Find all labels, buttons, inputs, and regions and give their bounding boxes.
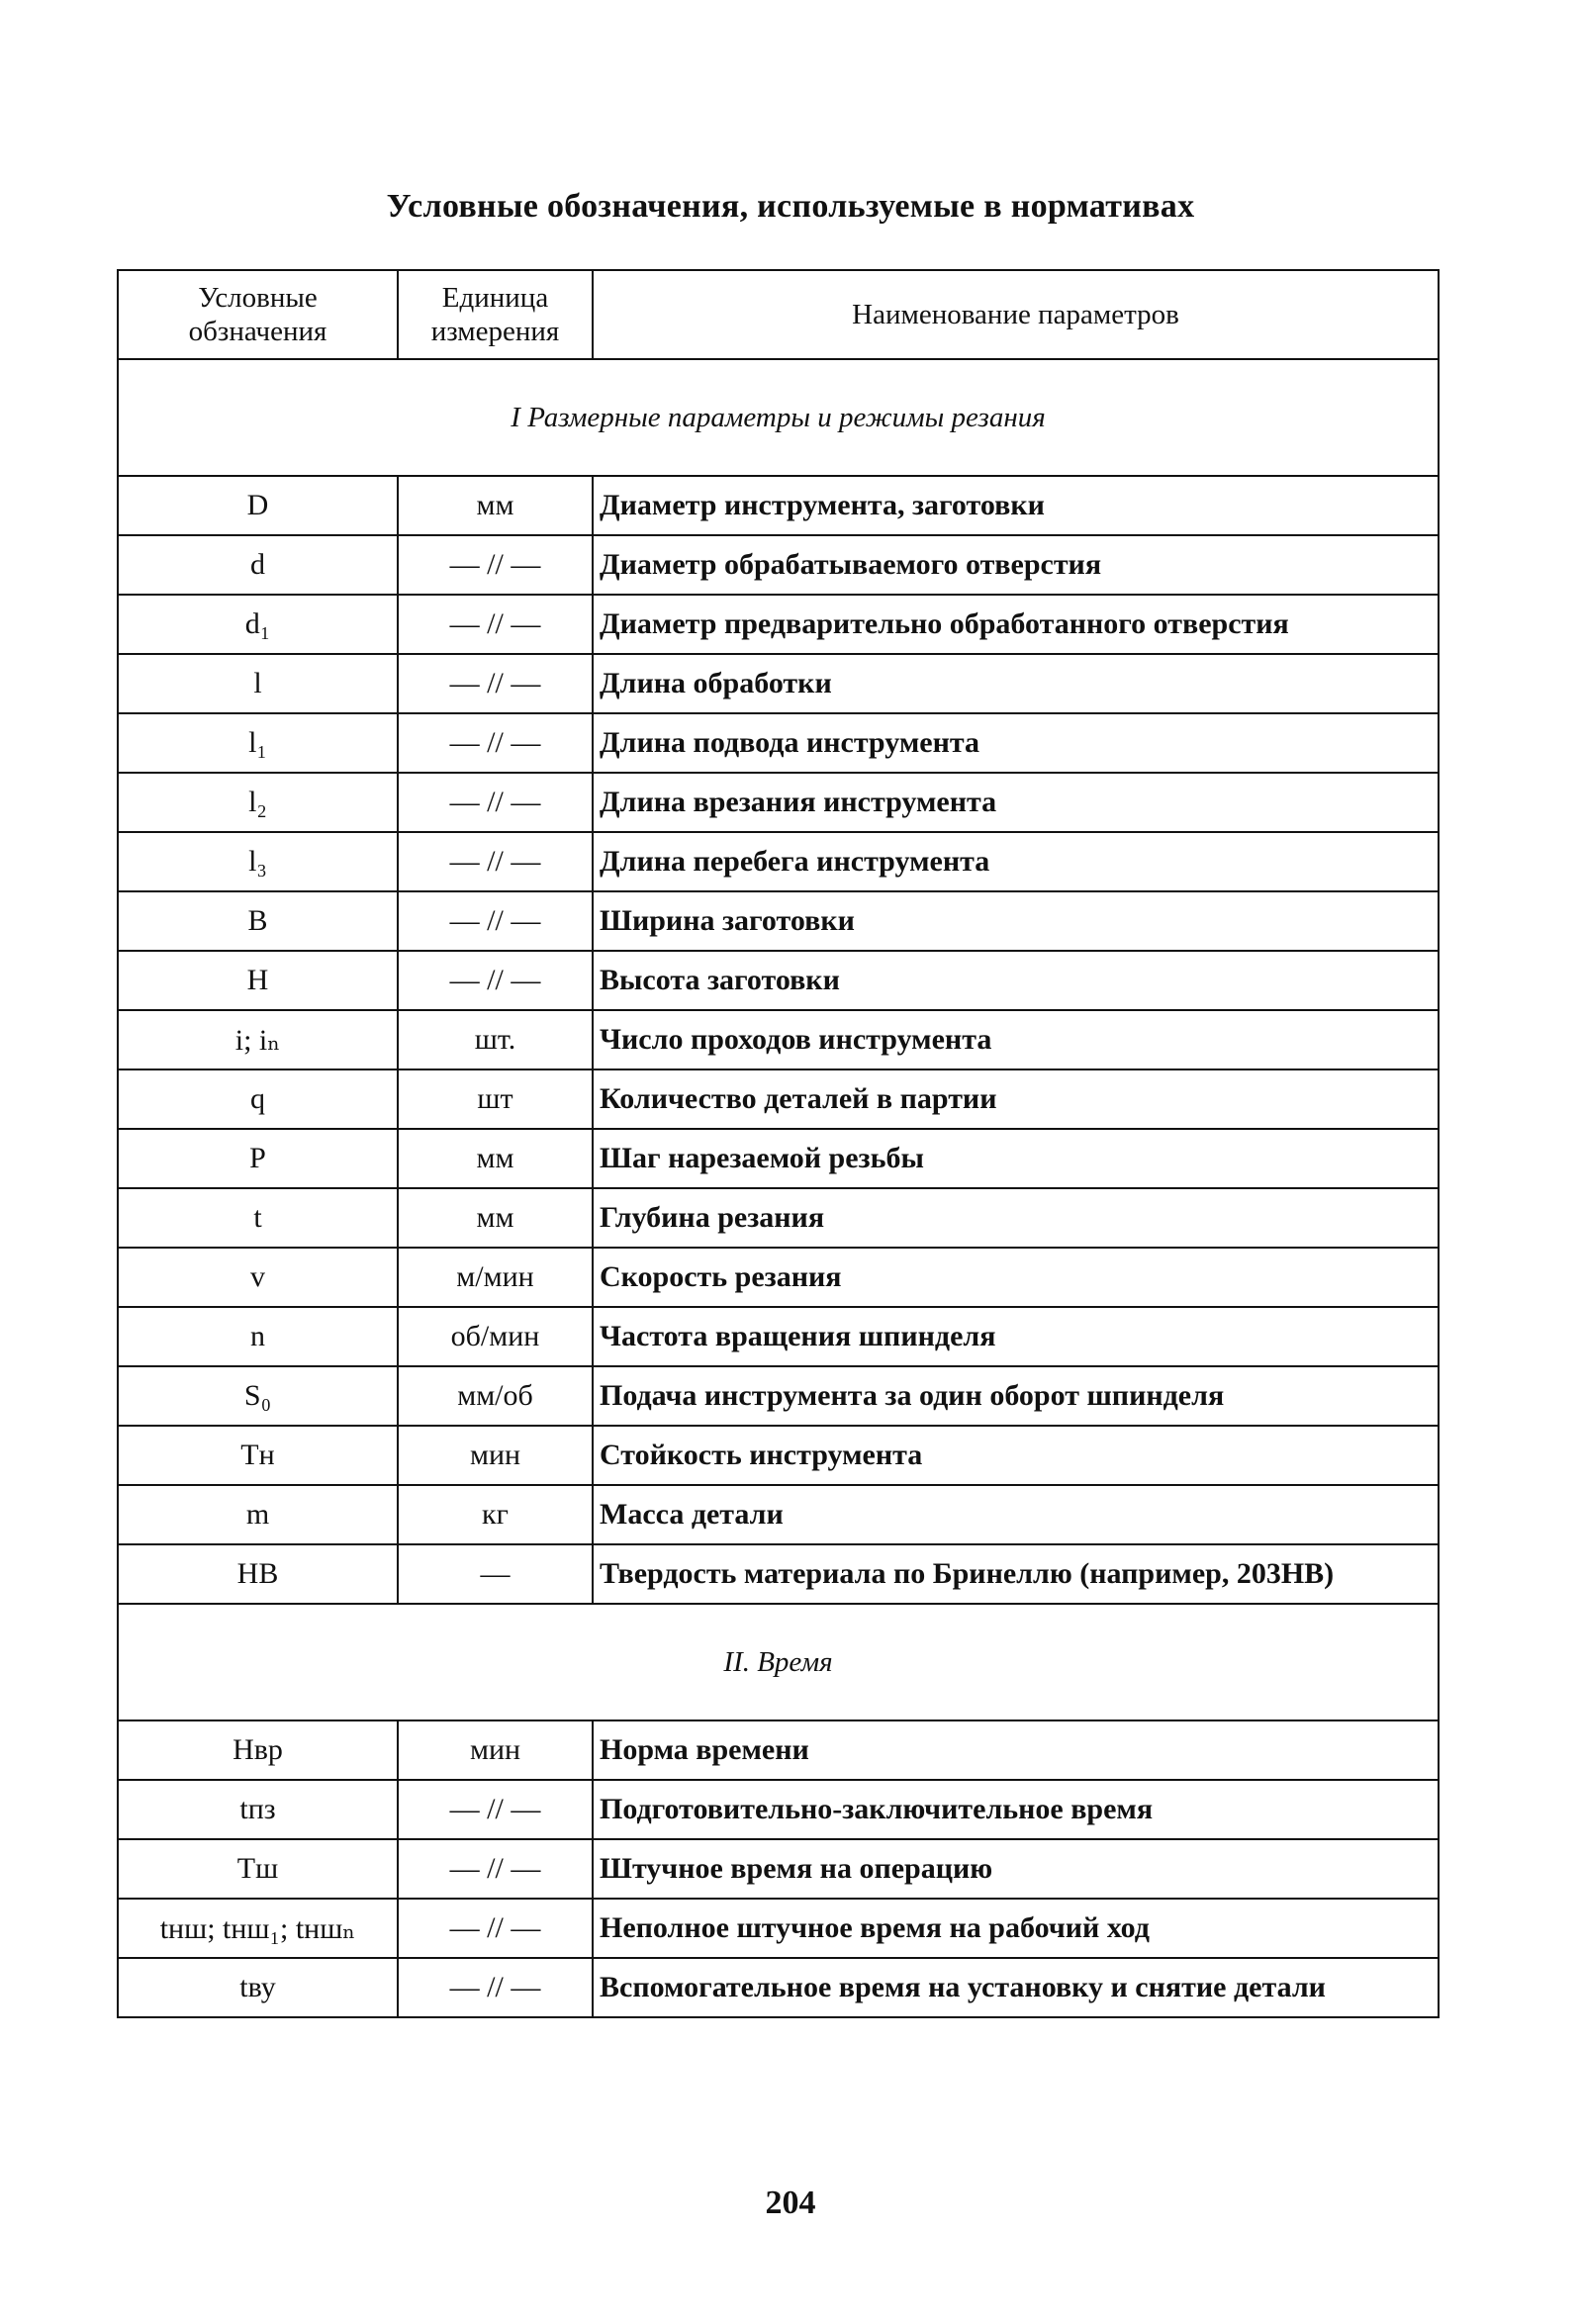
symbol-cell: v: [118, 1248, 398, 1307]
section-title: I Размерные параметры и режимы резания: [118, 359, 1439, 476]
symbol-cell: S₀: [118, 1366, 398, 1426]
name-cell: Стойкость инструмента: [593, 1426, 1439, 1485]
name-cell: Подготовительно-заключительное время: [593, 1780, 1439, 1839]
unit-cell: мм: [398, 476, 593, 535]
table-row: [118, 773, 1439, 832]
symbol-cell: tпз: [118, 1780, 398, 1839]
unit-cell: мм/об: [398, 1366, 593, 1426]
unit-cell: об/мин: [398, 1307, 593, 1366]
table-row: [118, 1426, 1439, 1485]
symbol-cell: l: [118, 654, 398, 713]
table-row: [118, 595, 1439, 654]
table-row: [118, 1720, 1439, 1780]
name-cell: Скорость резания: [593, 1248, 1439, 1307]
symbol-cell: m: [118, 1485, 398, 1544]
symbol-cell: l₃: [118, 832, 398, 891]
table-row: [118, 713, 1439, 773]
table-row: [118, 476, 1439, 535]
symbol-cell: n: [118, 1307, 398, 1366]
name-cell: Диаметр предварительно обработанного отверстия: [593, 595, 1439, 654]
name-cell: Шаг нарезаемой резьбы: [593, 1129, 1439, 1188]
symbol-cell: HB: [118, 1544, 398, 1604]
header-name: Наименование параметров: [593, 270, 1439, 359]
symbol-cell: Tн: [118, 1426, 398, 1485]
table-row: [118, 1366, 1439, 1426]
unit-cell: —: [398, 1544, 593, 1604]
unit-cell: — // —: [398, 713, 593, 773]
table-row: [118, 832, 1439, 891]
name-cell: Высота заготовки: [593, 951, 1439, 1010]
name-cell: Длина врезания инструмента: [593, 773, 1439, 832]
section-title: II. Время: [118, 1604, 1439, 1720]
unit-cell: — // —: [398, 535, 593, 595]
unit-cell: шт: [398, 1069, 593, 1129]
unit-cell: м/мин: [398, 1248, 593, 1307]
unit-cell: — // —: [398, 773, 593, 832]
page-number: 204: [765, 2185, 816, 2221]
name-cell: Неполное штучное время на рабочий ход: [593, 1899, 1439, 1958]
section-row: [118, 1604, 1439, 1720]
name-cell: Подача инструмента за один оборот шпинделя: [593, 1366, 1439, 1426]
name-cell: Длина подвода инструмента: [593, 713, 1439, 773]
symbol-cell: D: [118, 476, 398, 535]
table-row: [118, 1544, 1439, 1604]
symbol-cell: tву: [118, 1958, 398, 2017]
table-row: [118, 1129, 1439, 1188]
table-row: [118, 891, 1439, 951]
table-row: [118, 1899, 1439, 1958]
table-row: [118, 1839, 1439, 1899]
symbol-cell: tнш; tнш₁; tншₙ: [118, 1899, 398, 1958]
symbol-cell: q: [118, 1069, 398, 1129]
table-row: [118, 1958, 1439, 2017]
name-cell: Длина перебега инструмента: [593, 832, 1439, 891]
table-row: [118, 1069, 1439, 1129]
name-cell: Число проходов инструмента: [593, 1010, 1439, 1069]
symbol-cell: B: [118, 891, 398, 951]
table-row: [118, 1780, 1439, 1839]
symbol-cell: Тш: [118, 1839, 398, 1899]
legend-table: [117, 269, 1440, 2018]
symbol-cell: H: [118, 951, 398, 1010]
section-row: [118, 359, 1439, 476]
name-cell: Частота вращения шпинделя: [593, 1307, 1439, 1366]
symbol-cell: l₂: [118, 773, 398, 832]
table-row: [118, 535, 1439, 595]
unit-cell: шт.: [398, 1010, 593, 1069]
page-title: Условные обозначения, используемые в нормативах: [386, 188, 1195, 225]
symbol-cell: t: [118, 1188, 398, 1248]
unit-cell: мин: [398, 1720, 593, 1780]
name-cell: Норма времени: [593, 1720, 1439, 1780]
header-symbol: Условные обзначения: [118, 270, 398, 359]
header-unit: Единица измерения: [398, 270, 593, 359]
table-row: [118, 1248, 1439, 1307]
unit-cell: мм: [398, 1188, 593, 1248]
name-cell: Штучное время на операцию: [593, 1839, 1439, 1899]
name-cell: Масса детали: [593, 1485, 1439, 1544]
table-row: [118, 1010, 1439, 1069]
table-row: [118, 654, 1439, 713]
name-cell: Ширина заготовки: [593, 891, 1439, 951]
name-cell: Диаметр обрабатываемого отверстия: [593, 535, 1439, 595]
name-cell: Вспомогательное время на установку и снятие детали: [593, 1958, 1439, 2017]
name-cell: Количество деталей в партии: [593, 1069, 1439, 1129]
symbol-cell: Нвр: [118, 1720, 398, 1780]
unit-cell: — // —: [398, 891, 593, 951]
unit-cell: — // —: [398, 1780, 593, 1839]
unit-cell: — // —: [398, 1839, 593, 1899]
name-cell: Длина обработки: [593, 654, 1439, 713]
table-row: [118, 1485, 1439, 1544]
symbol-cell: l₁: [118, 713, 398, 773]
unit-cell: мм: [398, 1129, 593, 1188]
name-cell: Твердость материала по Бринеллю (например, 203HB): [593, 1544, 1439, 1604]
unit-cell: кг: [398, 1485, 593, 1544]
name-cell: Глубина резания: [593, 1188, 1439, 1248]
unit-cell: — // —: [398, 951, 593, 1010]
table-header-row: [118, 270, 1439, 359]
symbol-cell: i; iₙ: [118, 1010, 398, 1069]
symbol-cell: P: [118, 1129, 398, 1188]
unit-cell: — // —: [398, 832, 593, 891]
unit-cell: — // —: [398, 1899, 593, 1958]
unit-cell: — // —: [398, 1958, 593, 2017]
unit-cell: мин: [398, 1426, 593, 1485]
table-row: [118, 951, 1439, 1010]
table-row: [118, 1307, 1439, 1366]
name-cell: Диаметр инструмента, заготовки: [593, 476, 1439, 535]
unit-cell: — // —: [398, 654, 593, 713]
table-body: [118, 359, 1439, 2017]
symbol-cell: d₁: [118, 595, 398, 654]
table-row: [118, 1188, 1439, 1248]
symbol-cell: d: [118, 535, 398, 595]
unit-cell: — // —: [398, 595, 593, 654]
